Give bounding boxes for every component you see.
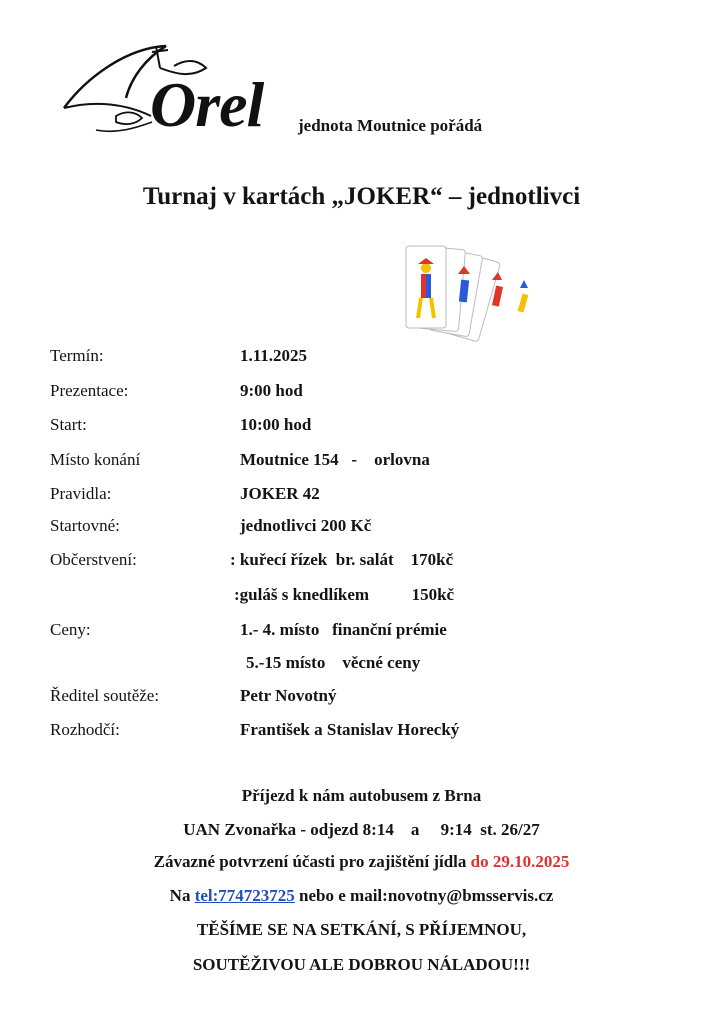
detail-label-prezentace: Prezentace:	[50, 381, 129, 400]
detail-value-obcerstveni-1: : kuřecí řízek br. salát 170kč	[230, 550, 454, 569]
footer-bus: UAN Zvonařka - odjezd 8:14 a 9:14 st. 26/27	[183, 820, 540, 839]
detail-value-rozhodci: František a Stanislav Horecký	[240, 720, 460, 739]
detail-value-pravidla: JOKER 42	[240, 484, 320, 503]
phone-link[interactable]: tel:774723725	[194, 886, 295, 905]
detail-value-ceny-1: 1.- 4. místo finanční prémie	[240, 620, 447, 639]
detail-value-startovne: jednotlivci 200 Kč	[240, 516, 372, 535]
page-title: Turnaj v kartách „JOKER“ – jednotlivci	[142, 183, 581, 210]
footer-deadline: do 29.10.2025	[470, 852, 570, 871]
footer-confirmation	[0, 852, 723, 872]
footer-greeting-2: SOUTĚŽIVOU ALE DOBROU NÁLADOU!!!	[192, 955, 531, 974]
detail-label-reditel: Ředitel soutěže:	[50, 686, 160, 705]
footer-confirmation-text: Závazné potvrzení účasti pro zajištění jídla	[153, 852, 471, 871]
footer-contact-email: nebo e mail:novotny@bmsservis.cz	[294, 886, 554, 905]
footer-contact-prefix: Na	[169, 886, 195, 905]
footer-greeting-1: TĚŠÍME SE NA SETKÁNÍ, S PŘÍJEMNOU,	[196, 920, 527, 939]
footer-arrival: Příjezd k nám autobusem z Brna	[241, 786, 482, 805]
detail-label-startovne: Startovné:	[50, 516, 120, 535]
detail-label-obcerstveni: Občerstvení:	[50, 550, 137, 569]
detail-label-rozhodci: Rozhodčí:	[50, 720, 120, 739]
detail-value-start: 10:00 hod	[240, 415, 312, 434]
detail-label-ceny: Ceny:	[50, 620, 91, 639]
organizer-subtitle: jednota Moutnice pořádá	[298, 116, 483, 135]
detail-value-termin: 1.11.2025	[240, 346, 308, 365]
footer-contact	[0, 886, 723, 906]
detail-label-misto: Místo konání	[50, 450, 141, 469]
detail-value-misto: Moutnice 154 - orlovna	[240, 450, 430, 469]
detail-label-termin: Termín:	[50, 346, 104, 365]
joker-cards-icon	[402, 244, 552, 349]
detail-value-ceny-2: 5.-15 místo věcné ceny	[246, 653, 421, 672]
detail-label-start: Start:	[50, 415, 87, 434]
detail-value-reditel: Petr Novotný	[240, 686, 337, 705]
logo-wordmark: Orel	[150, 69, 264, 140]
detail-value-obcerstveni-2: :guláš s knedlíkem 150kč	[234, 585, 455, 604]
detail-label-pravidla: Pravidla:	[50, 484, 112, 503]
detail-value-prezentace: 9:00 hod	[240, 381, 303, 400]
